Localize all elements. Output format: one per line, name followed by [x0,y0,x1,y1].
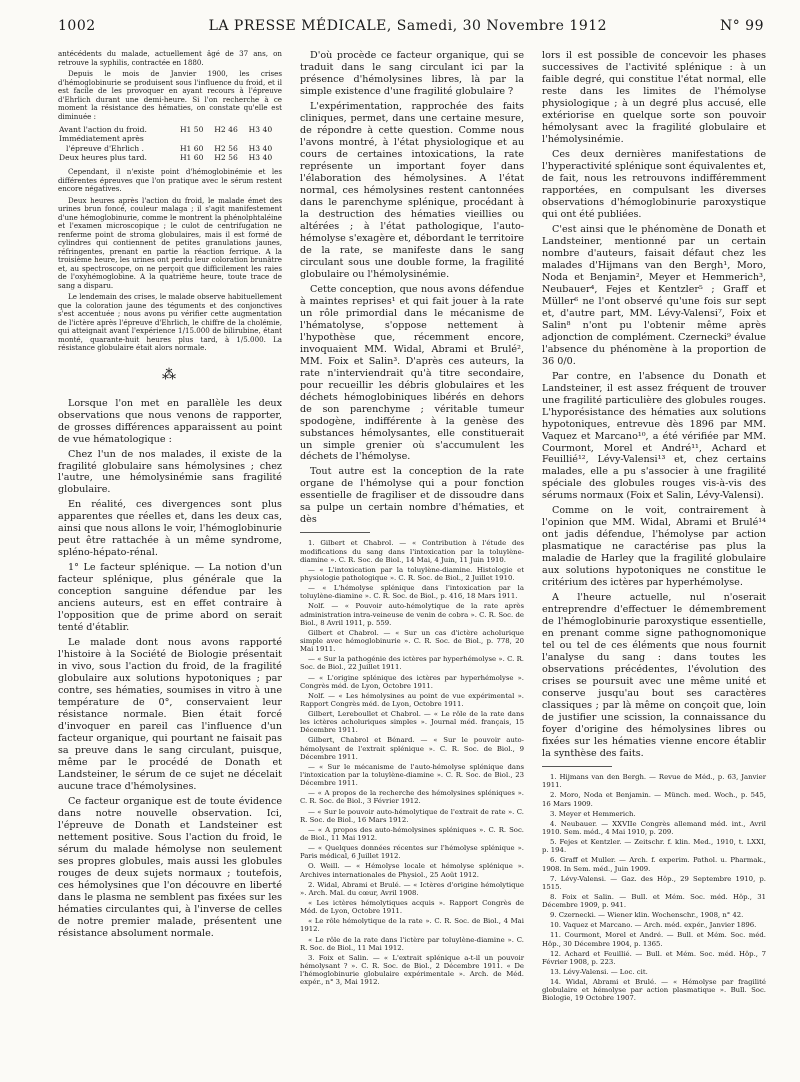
footnote: — « L'origine splénique des ictères par hyperhémolyse ». Congrès méd. de Lyon, Octobre 1911. [300,673,524,690]
table-cell: H1 60 [179,143,204,153]
paragraph: Le lendemain des crises, le malade observe habituellement que la coloration jaune des téguments et des conjonctives s'est accentuée ; nous avons pu vérifier cette augmentation de l'ictère après l'épreuve d'Ehrlich, le chiffre de la cholémie, qui atteignait avant l'expérience 1/15.000 de bilirubine, étant monté, quarante-huit heures plus tard, à 1/5.000. La résistance globulaire était alors normale. [58,292,282,352]
table-cell: H3 40 [248,152,273,162]
footnote: O. Weill. — « Hémolyse locale et hémolyse splénique ». Archives internationales de Physiol., 25 Août 1912. [300,862,524,879]
footnotes [542,773,766,1003]
paragraph: lors il est possible de concevoir les phases successives de l'activité splénique : à un faible degré, qui constitue l'état normal, elle reste dans les limites de l'hémolyse physiologique ; à un degré plus accusé, elle extériorise en quelque sorte son pouvoir hémolysant avec la fragilité globulaire et l'hémolysinémie. [542,50,766,145]
section-paragraph-splenic-factor: 1° Le facteur splénique. — La notion d'un facteur splénique, plus générale que la conception sanguine défendue par les anciens auteurs, est en effet contraire à l'opposition que de prime abord on serait tenté d'établir. [58,562,282,634]
paragraph: Cependant, il n'existe point d'hémoglobinémie et les différentes épreuves que l'on pratique avec le sérum restent encore négatives. [58,167,282,193]
footnote: 9. Czernecki. — Wiener klin. Wochenschr., 1908, n° 42. [550,911,744,920]
footnote: Gilbert, Chabrol et Bénard. — « Sur le pouvoir auto-hémolysant de l'extrait splénique ». C. R. Soc. de Biol., 9 Décembre 1911. [300,736,524,761]
footnote: 6. Graff et Muller. — Arch. f. experim. Pathol. u. Pharmak., 1908. In Sem. méd., Juin 1909. [542,856,766,873]
issue-number: N° 99 [719,18,764,34]
table-cell: H1 60 [179,152,204,162]
footnote: 7. Lévy-Valensi. — Gaz. des Hôp., 29 Septembre 1910, p. 1515. [542,874,766,891]
footnote: — « L'intoxication par la toluylène-diamine. Histologie et physiologie pathologique ». C. R. Soc. de Biol., 2 Juillet 1910. [300,565,524,582]
table-cell: H2 56 [214,152,238,162]
footnote: 2. Moro, Noda et Benjamin. — Münch. med. Woch., p. 545, 16 Mars 1909. [542,791,766,808]
page-number: 1002 [58,18,96,34]
table-cell [179,134,213,143]
column-1 [58,50,282,943]
paragraph: Cette conception, que nous avons défendue à maintes reprises¹ et qui fait jouer à la rate un rôle primordial dans le mécanisme de l'hématolyse, s'oppose nettement à l'hypothèse que, récemment encore, invoquaient MM. Widal, Abrami et Brulé², MM. Foix et Salin³. D'après ces auteurs, la rate n'interviendrait qu'à titre secondaire, pour recueillir les débris globulaires et les déchets hémoglobiniques libérés en dehors de son parenchyme ; véritable tumeur spodogène, indifférente à la genèse des substances hémolysantes, elle constituerait un simple grenier où s'accumulent les déchets de l'hémolyse. [300,283,524,463]
footnote: Nolf. — « Pouvoir auto-hémolytique de la rate après administration intra-veineuse de venin de cobra ». C. R. Soc. de Biol., 8 Avril 1911, p. 559. [300,602,524,627]
table-cell [248,134,282,143]
section-asterism: ⁂ [162,366,178,383]
paragraph: Lorsque l'on met en parallèle les deux observations que nous venons de rapporter, de grosses différences apparaissent au point de vue hématologique : [58,397,282,445]
table-cell: l'épreuve d'Ehrlich . [66,143,144,153]
footnote: — « Sur le mécanisme de l'auto-hémolyse splénique dans l'intoxication par la toluylène-diamine ». C. R. Soc. de Biol., 23 Décembre 1911. [300,762,524,788]
article-body [542,50,766,760]
table-cell: H3 40 [248,143,273,153]
paragraph: Ce facteur organique est de toute évidence dans notre nouvelle observation. Ici, l'épreuve de Donath et Landsteiner est nettement positive. Sous l'action du froid, le sérum du malade hémolyse non seulement ses propres globules, mais aussi les globules rouges de deux sujets normaux ; toutefois, ces hémolysines que l'on découvre en liberté dans le plasma ne semblent pas fixées sur les hématies circulantes qui, à l'inverse de celles de notre premier malade, présentent une résistance absolument normale. [58,796,282,939]
table-row [58,144,282,153]
footnote-separator [300,532,370,533]
footnote-separator [542,766,612,767]
footnote: « Le rôle hémolytique de la rate ». C. R. Soc. de Biol., 4 Mai 1912. [300,917,524,934]
table-row [58,125,282,134]
footnote: — « L'hémolyse splénique dans l'intoxication par la toluylène-diamine ». C. R. Soc. de Biol., p. 416, 18 Mars 1911. [300,584,524,601]
footnote: 12. Achard et Feuillié. — Bull. et Mém. Soc. méd. Hôp., 7 Février 1908, p. 223. [542,949,766,966]
column-2 [300,50,524,988]
case-report-continued [58,168,282,353]
footnote: — « Sur la pathogénie des ictères par hyperhémolyse ». C. R. Soc. de Biol., 22 Juillet 1911. [300,655,524,672]
table-cell: Deux heures plus tard. [59,152,147,162]
paragraph: Chez l'un de nos malades, il existe de la fragilité globulaire sans hémolysines ; chez l'autre, une hémolysinémie sans fragilité globulaire. [58,448,282,496]
footnote: 1. Hijmans van den Bergh. — Revue de Méd., p. 63, Janvier 1911. [542,773,766,790]
paragraph: A l'heure actuelle, nul n'oserait entreprendre d'effectuer le démembrement de l'hémoglobinurie paroxystique essentielle, en prenant comme signe pathognomonique tel ou tel de ces éléments que nous fournit l'analyse du sang : dans toutes les observations précédentes, l'évolution des crises se poursuit avec une même unité et conserve jusqu'au bout ses caractères classiques ; par là même on conçoit que, loin de justifier une scission, la connaissance du foyer d'origine des hémolysines libres ou fixées sur les hématies vienne encore établir la synthèse des faits. [542,592,766,760]
page-header [58,18,764,38]
paragraph: C'est ainsi que le phénomène de Donath et Landsteiner, mentionné par un certain nombre d'auteurs, faisait défaut chez les malades d'Hijmans van den Bergh¹, Moro, Noda et Benjamin², Meyer et Hemmerich³, Neubauer⁴, Fejes et Kentzler⁵ ; Graff et Müller⁶ ne l'ont observé qu'une fois sur sept et, d'autre part, MM. Lévy-Valensi⁷, Foix et Salin⁸ n'ont pu l'obtenir même après adjonction de complément. Czernecki⁹ évalue l'absence du phénomène à la proportion de 36 0/0. [542,223,766,367]
table-cell: H2 56 [214,143,238,153]
footnote: « Les ictères hémolytiques acquis ». Rapport Congrès de Méd. de Lyon, Octobre 1911. [300,899,524,916]
footnote: — « Quelques données récentes sur l'hémolyse splénique ». Paris médical, 6 Juillet 1912. [300,844,524,861]
paragraph: Comme on le voit, contrairement à l'opinion que MM. Widal, Abrami et Brulé¹⁴ ont jadis défendue, l'hémolyse par action plasmatique ne caractérise pas plus la maladie de Harley que la fragilité globulaire aux solutions hypotoniques ne constitue le critérium des ictères par hyperhémolyse. [542,505,766,589]
footnote: 1. Gilbert et Chabrol. — « Contribution à l'étude des modifications du sang dans l'intoxication par la toluylène-diamine ». C. R. Soc. de Biol., 14 Mai, 4 Juin, 11 Juin 1910. [300,539,524,564]
footnote: 14. Widal, Abrami et Brulé. — « Hémolyse par fragilité globulaire et hémolyse par action plasmatique ». Bull. Soc. Biologie, 19 Octobre 1907. [542,978,766,1003]
paragraph: Deux heures après l'action du froid, le malade émet des urines brun foncé, couleur malaga ; il s'agit manifestement d'une hémoglobinurie, comme le montrent la phénolphtaléine et l'examen microscopique ; le culot de centrifugation ne renferme point de stroma globulaires, mais il est formé de cylindres qui contiennent de petites granulations jaunes, réfringentes, prenant en partie la réaction ferrique. A la troisième heure, les urines ont perdu leur coloration brunâtre et, au spectroscope, on ne perçoit que difficilement les raies de l'oxyhémoglobine. A la quatrième heure, toute trace de sang a disparu. [58,195,282,290]
paragraph: D'où procède ce facteur organique, qui se traduit dans le sang circulant ici par la présence d'hémolysines libres, là par la simple existence d'une fragilité globulaire ? [300,50,524,97]
footnote: Gilbert, Lereboullet et Chabrol. — « Le rôle de la rate dans les ictères acholuriques simples ». Journal méd. français, 15 Décembre 1911. [300,710,524,735]
paragraph: L'expérimentation, rapprochée des faits cliniques, permet, dans une certaine mesure, de répondre à cette question. Comme nous l'avons montré, à l'état physiologique et au cours de certaines intoxications, la rate représente un important foyer dans l'élaboration des hémolysines. A l'état normal, ces hémolysines restent cantonnées dans le parenchyme splénique, procédant à la destruction des hématies vieillies ou altérées ; à l'état pathologique, l'auto-hémolyse s'exagère et, débordant le territoire de la rate, se manifeste dans le sang circulant sous une double forme, la fragilité globulaire ou l'hémolysinémie. [300,100,524,280]
paragraph: antécédents du malade, actuellement âgé de 37 ans, on retrouve la syphilis, contractée en 1880. [58,49,282,67]
table-cell: Avant l'action du froid. [59,125,147,134]
footnote: 10. Vaquez et Marcano. — Arch. méd. expér., Janvier 1896. [550,921,757,930]
paragraph: Tout autre est la conception de la rate organe de l'hémolyse qui a pour fonction essentielle de fragiliser et de dissoudre dans sa pulpe un certain nombre d'hématies, et dès [300,466,524,526]
article-body [300,50,524,526]
case-report-intro [58,50,282,121]
table-cell: Immédiatement après [59,134,144,144]
footnote: « Le rôle de la rate dans l'ictère par toluylène-diamine ». C. R. Soc. de Biol., 11 Mai 1912. [300,935,524,952]
paragraph: Ces deux dernières manifestations de l'hyperactivité splénique sont équivalentes et, de fait, nous les retrouvons indifféremment rapportées, en compulsant les diverses observations d'hémoglobinurie paroxystique qui ont été publiées. [542,148,766,220]
footnote: 11. Courmont, Morel et André. — Bull. et Mém. Soc. méd. Hôp., 30 Décembre 1904, p. 1365. [542,931,766,948]
footnote: 3. Foix et Salin. — « L'extrait splénique a-t-il un pouvoir hémolysant ? ». C. R. Soc. de Biol., 2 Décembre 1911. « De l'hémoglobinurie globulaire expérimentale ». Arch. de Méd. expér., n° 3, Mai 1912. [300,953,524,987]
footnote: 3. Meyer et Hemmerich. [550,809,636,818]
table-cell: H1 50 [179,125,204,134]
footnote: Nolf. — « Les hémolysines au point de vue expérimental ». Rapport Congrès méd. de Lyon, Octobre 1911. [300,691,524,708]
hematies-resistance-table [58,125,282,162]
paragraph: En réalité, ces divergences sont plus apparentes que réelles et, dans les deux cas, ainsi que nous allons le voir, l'hémoglobinurie peut être rattachée à un même syndrome, spléno-hépato-rénal. [58,499,282,559]
table-cell [213,134,247,143]
footnote: 13. Lévy-Valensi. — Loc. cit. [550,968,648,977]
footnote: Gilbert et Chabrol. — « Sur un cas d'ictère acholurique simple avec hémoglobinurie ». C. R. Soc. de Biol., p. 778, 20 Mai 1911. [300,628,524,654]
footnote: 2. Widal, Abrami et Brulé. — « Ictères d'origine hémolytique ». Arch. Mal. du cœur, Avril 1908. [300,880,524,897]
footnote: 4. Neubauer. — XXVIIe Congrès allemand méd. int., Avril 1910. Sem. méd., 4 Mai 1910, p. 209. [542,819,766,836]
table-cell: H2 46 [214,125,238,134]
footnotes [300,539,524,986]
footnote: — « A propos de la recherche des hémolysines spléniques ». C. R. Soc. de Biol., 3 Février 1912. [300,789,524,806]
footnote: — « Sur le pouvoir auto-hémolytique de l'extrait de rate ». C. R. Soc. de Biol., 16 Mars 1912. [300,807,524,824]
table-cell: H3 40 [248,125,273,134]
table-row [58,153,282,162]
paragraph: Le malade dont nous avons rapporté l'histoire à la Société de Biologie présentait in vivo, sous l'action du froid, de la fragilité globulaire aux solutions hypotoniques ; par contre, ses hématies, soumises in vitro à une température de 0°, conservaient leur résistance normale. Bien était forcé d'invoquer en pareil cas l'influence d'un facteur organique, qui pourtant ne faisait pas sa preuve dans le sang circulant, puisque, même par le procédé de Donath et Landsteiner, le sérum de ce sujet ne décelait aucune trace d'hémolysines. [58,637,282,793]
table-row [58,134,282,143]
footnote: — « A propos des auto-hémolysines spléniques ». C. R. Soc. de Biol., 11 Mai 1912. [300,825,524,843]
article-body [58,398,282,940]
paragraph: Depuis le mois de Janvier 1900, les crises d'hémoglobinurie se produisent sous l'influence du froid, et il est facile de les provoquer en ayant recours à l'épreuve d'Ehrlich durant une demi-heure. Si l'on recherche à ce moment la résistance des hématies, on constate qu'elle est diminuée : [58,69,282,121]
footnote: 8. Foix et Salin. — Bull. et Mém. Soc. méd. Hôp., 31 Décembre 1909, p. 941. [542,892,766,910]
footnote: 5. Fejes et Kentzler. — Zeitschr. f. klin. Med., 1910, t. LXXI, p. 194. [542,838,766,855]
paragraph: Par contre, en l'absence du Donath et Landsteiner, il est assez fréquent de trouver une fragilité particulière des globules rouges. L'hyporésistance des hématies aux solutions hypotoniques, entrevue dès 1896 par MM. Vaquez et Marcano¹⁰, a été vérifiée par MM. Courmont, Morel et André¹¹, Achard et Feuillié¹², Lévy-Valensi¹³ et, chez certains malades, elle a pu s'associer à une fragilité spéciale des globules rouges vis-à-vis des sérums normaux (Foix et Salin, Lévy-Valensi). [542,370,766,502]
column-3 [542,50,766,1005]
publication-title: LA PRESSE MÉDICALE, Samedi, 30 Novembre 1912 [208,18,608,34]
